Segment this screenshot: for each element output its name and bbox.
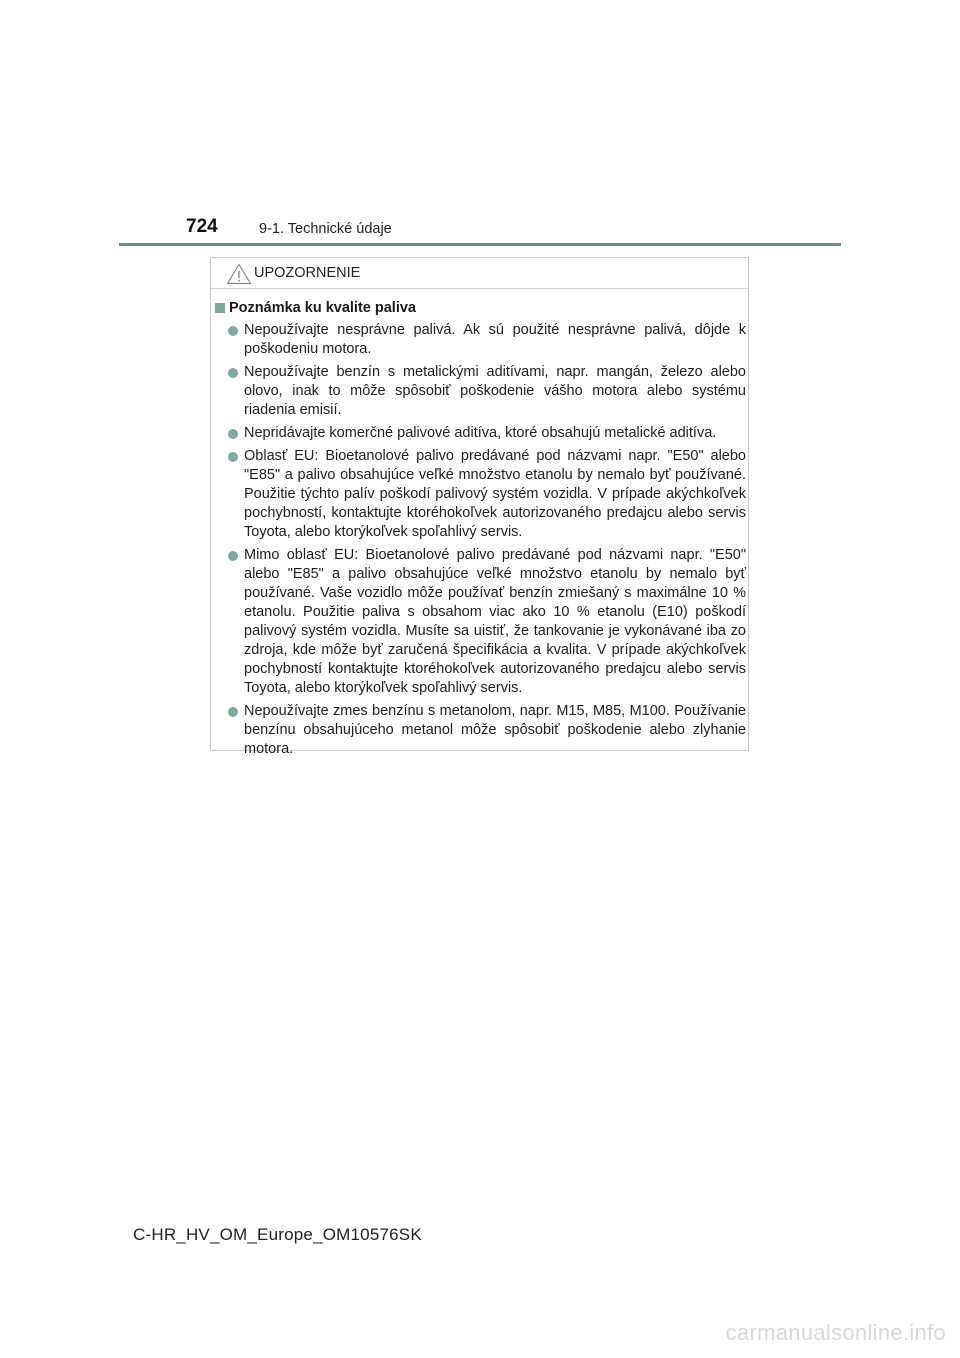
round-bullet-icon	[228, 326, 238, 336]
caution-list	[215, 321, 746, 759]
list-item	[215, 702, 746, 759]
caution-body	[215, 298, 746, 763]
list-item-text: Oblasť EU: Bioetanolové palivo predávané pod názvami napr. "E50" alebo "E85" a palivo obsahujúce veľké množstvo etanolu by nemalo byť používané. Použitie týchto palív poškodí palivový systém vozidla. V prípade akýchkoľvek pochybností, kontaktujte ktoréhokoľvek autorizovaného predajcu alebo servis Toyota, alebo ktorýkoľvek spoľahlivý servis.	[244, 448, 746, 540]
list-item-text: Nepoužívajte benzín s metalickými aditívami, napr. mangán, železo alebo olovo, inak to môže spôsobiť poškodenie vášho motora alebo systému riadenia emisií.	[244, 364, 746, 418]
list-item	[215, 546, 746, 698]
header-divider	[119, 243, 841, 246]
caution-box	[210, 257, 749, 757]
page-number: 724	[186, 216, 218, 237]
round-bullet-icon	[228, 551, 238, 561]
watermark: carmanualsonline.info	[725, 1320, 946, 1345]
caution-heading	[215, 298, 746, 318]
round-bullet-icon	[228, 368, 238, 378]
list-item-text: Nepoužívajte nesprávne palivá. Ak sú použité nesprávne palivá, dôjde k poškodeniu motora.	[244, 322, 746, 357]
round-bullet-icon	[228, 429, 238, 439]
square-bullet-icon	[215, 303, 225, 313]
list-item	[215, 363, 746, 420]
list-item	[215, 321, 746, 359]
round-bullet-icon	[228, 707, 238, 717]
caution-label: UPOZORNENIE	[254, 265, 361, 281]
warning-triangle-icon	[226, 263, 252, 285]
list-item-text: Nepoužívajte zmes benzínu s metanolom, napr. M15, M85, M100. Používanie benzínu obsahujúceho metanol môže spôsobiť poškodenie alebo zlyhanie motora.	[244, 703, 746, 757]
list-item	[215, 447, 746, 542]
section-title: 9-1. Technické údaje	[259, 221, 392, 237]
document-code: C-HR_HV_OM_Europe_OM10576SK	[133, 1225, 422, 1244]
caution-header	[211, 258, 748, 289]
list-item	[215, 424, 746, 443]
caution-heading-text: Poznámka ku kvalite paliva	[229, 300, 416, 316]
list-item-text: Mimo oblasť EU: Bioetanolové palivo predávané pod názvami napr. "E50" alebo "E85" a palivo obsahujúce veľké množstvo etanolu by nemalo byť používané. Vaše vozidlo môže používať benzín zmiešaný s maximálne 10 % etanolu. Použitie paliva s obsahom viac ako 10 % etanolu (E10) poškodí palivový systém vozidla. Musíte sa uistiť, že tankovanie je vykonávané iba zo zdroja, kde môže byť zaručená špecifikácia a kvalita. V prípade akýchkoľvek pochybností kontaktujte ktoréhokoľvek autorizovaného predajcu alebo servis Toyota, alebo ktorýkoľvek spoľahlivý servis.	[244, 547, 746, 696]
list-item-text: Nepridávajte komerčné palivové aditíva, ktoré obsahujú metalické aditíva.	[244, 425, 717, 441]
round-bullet-icon	[228, 452, 238, 462]
